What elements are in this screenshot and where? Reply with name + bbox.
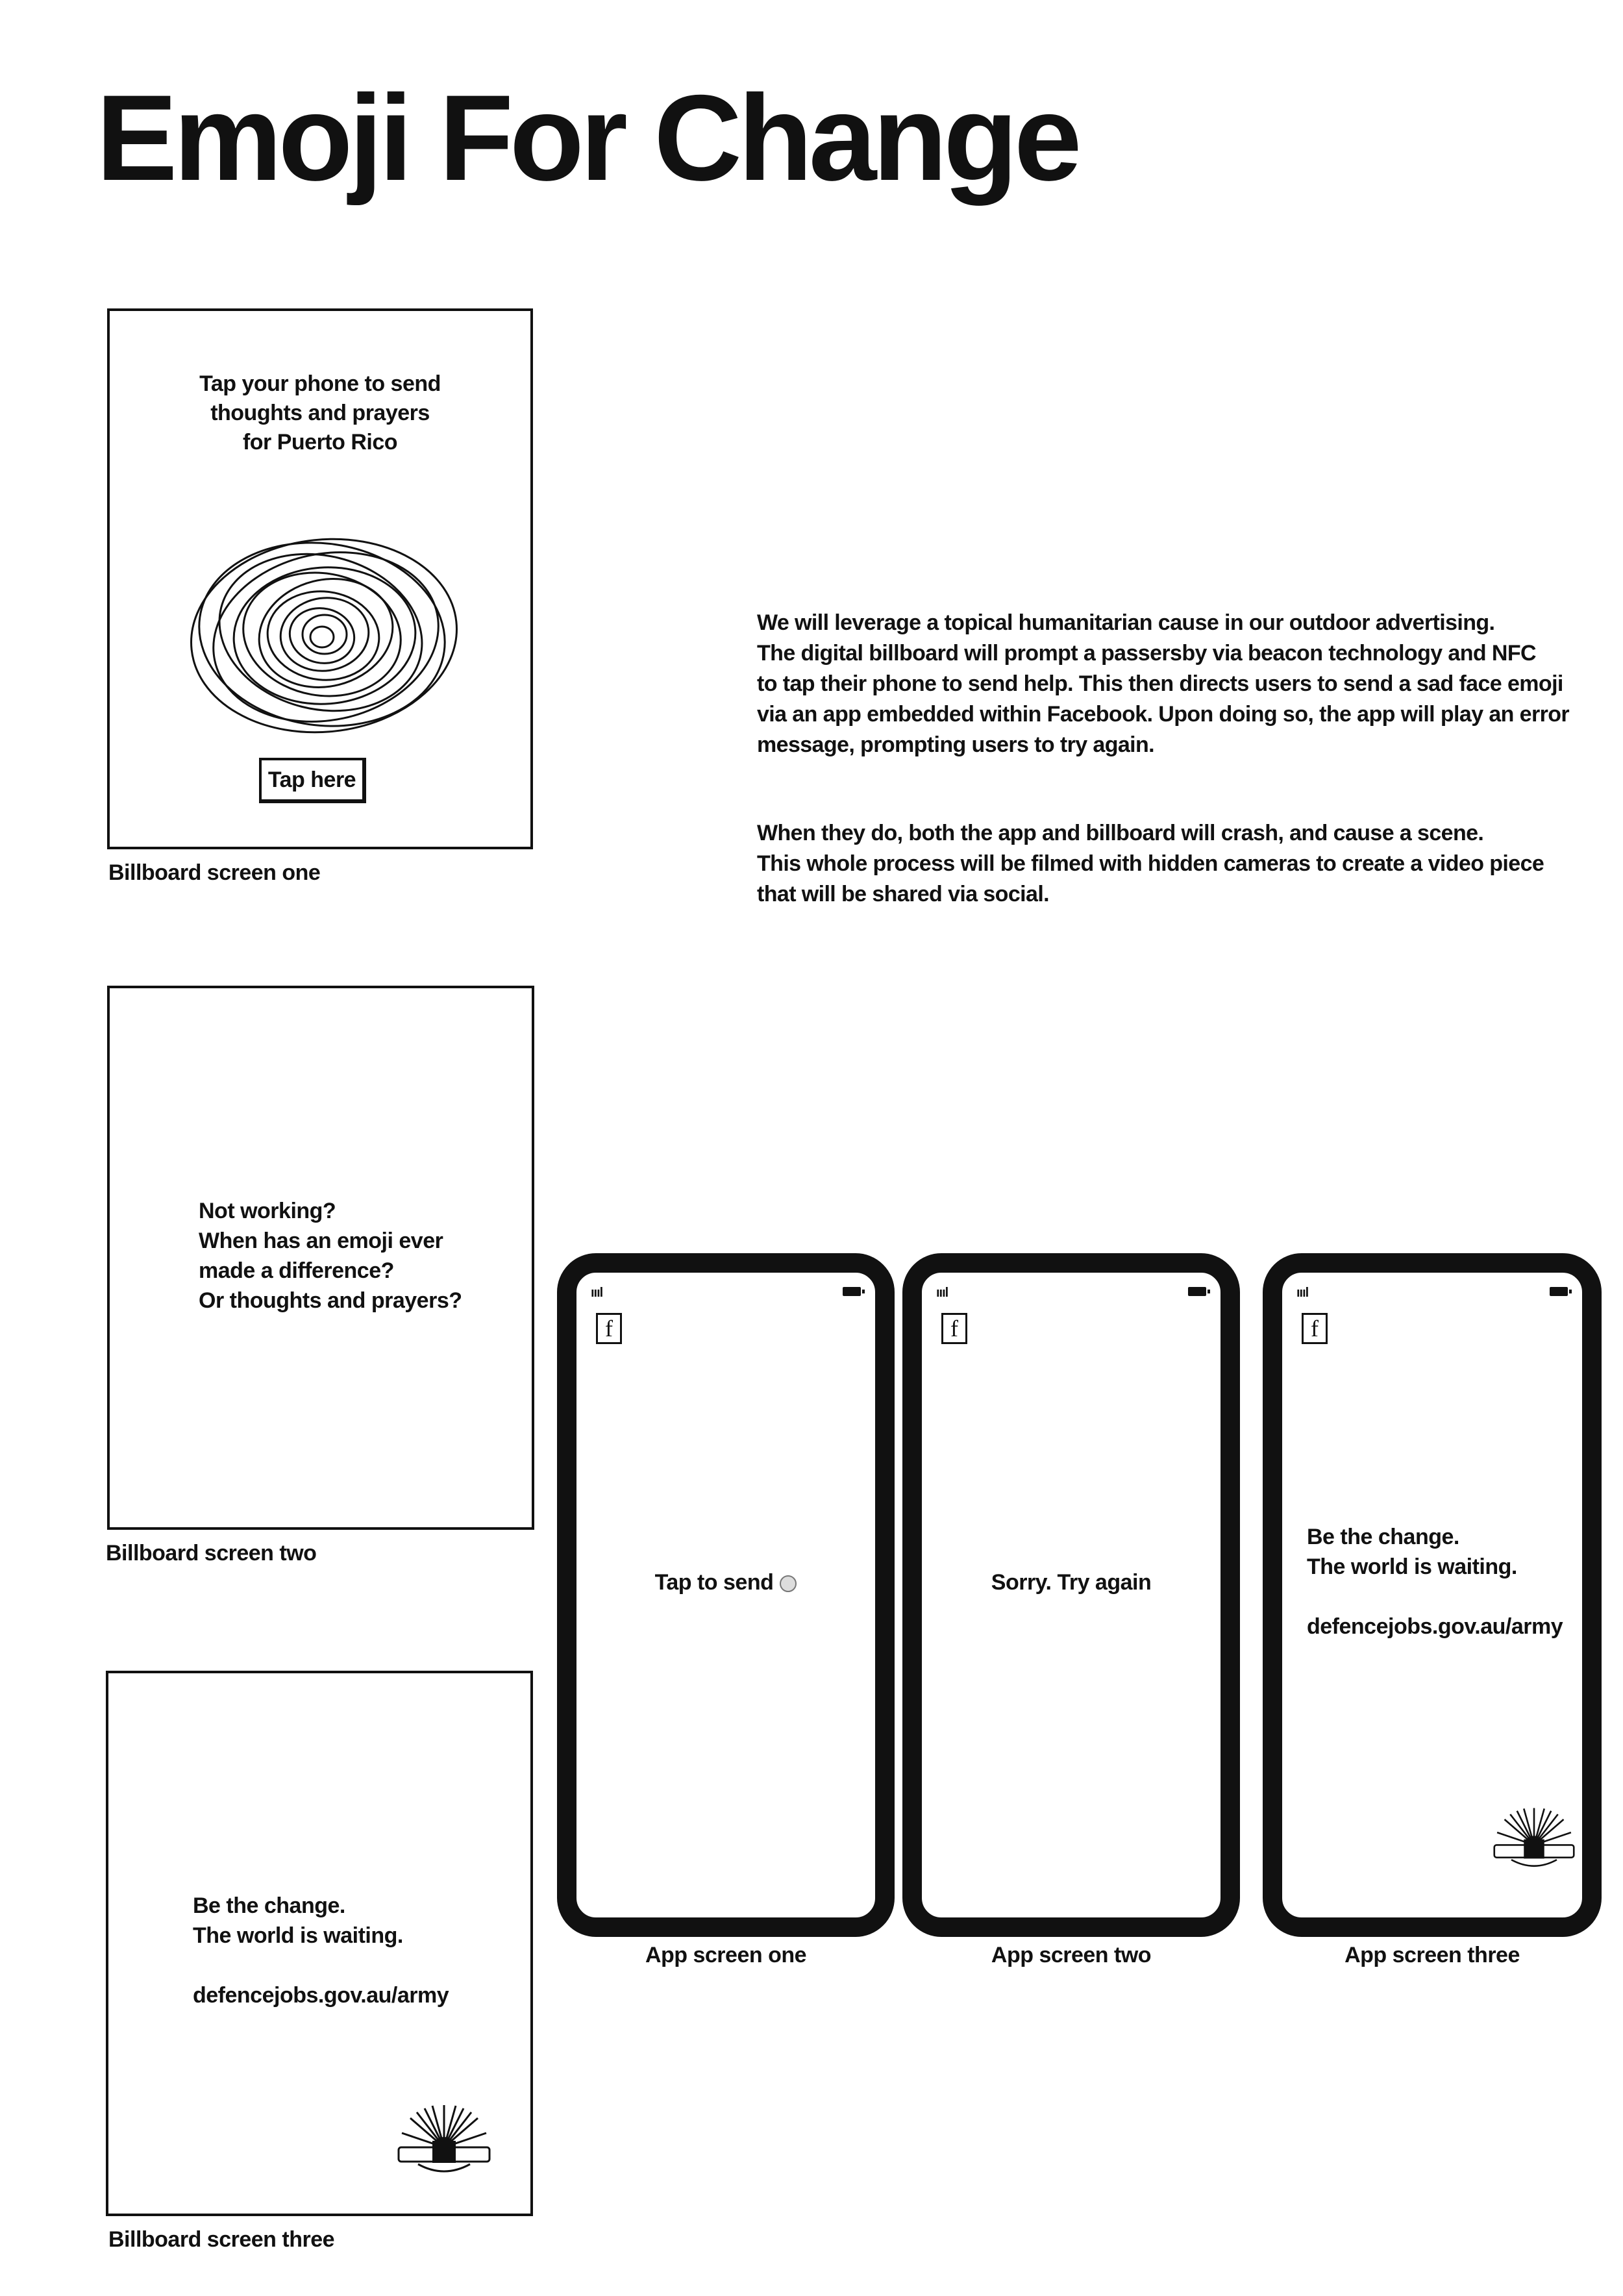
billboard-three-message: Be the change. The world is waiting. defencejobs.gov.au/army <box>193 1891 449 2010</box>
app-three-message: Be the change. The world is waiting. defencejobs.gov.au/army <box>1307 1522 1563 1641</box>
facebook-icon[interactable]: f <box>941 1313 967 1344</box>
tap-to-send-button[interactable]: Tap to send <box>576 1570 875 1595</box>
description-paragraph-two: When they do, both the app and billboard will crash, and cause a scene. This whole process will be filmed with hidden cameras to create a video piece that will be shared via social. <box>757 821 1544 906</box>
billboard-three-caption: Billboard screen three <box>108 2227 335 2252</box>
app-screen-one <box>557 1253 895 1937</box>
army-emblem-icon <box>1489 1805 1580 1879</box>
app-screen-one-caption: App screen one <box>645 1943 807 1967</box>
billboard-two-message: Not working? When has an emoji ever made a difference? Or thoughts and prayers? <box>199 1199 462 1313</box>
billboard-screen-three <box>106 1671 533 2216</box>
signal-icon: ıııl <box>591 1286 603 1300</box>
facebook-icon[interactable]: f <box>1302 1313 1328 1344</box>
battery-icon <box>843 1287 861 1296</box>
tap-here-button[interactable]: Tap here <box>259 758 366 803</box>
app-screen-two-caption: App screen two <box>991 1943 1152 1967</box>
app-screen-three-caption: App screen three <box>1344 1943 1520 1967</box>
app-screen-two <box>902 1253 1240 1937</box>
billboard-screen-two <box>107 986 534 1530</box>
billboard-one-caption: Billboard screen one <box>108 860 321 885</box>
facebook-icon[interactable]: f <box>596 1313 622 1344</box>
sad-face-emoji-icon <box>780 1575 797 1592</box>
page-title: Emoji For Change <box>96 69 1078 206</box>
billboard-one-message: Tap your phone to send thoughts and prayers for Puerto Rico <box>199 371 441 455</box>
battery-icon <box>1188 1287 1206 1296</box>
signal-icon: ıııl <box>1296 1286 1309 1300</box>
fingerprint-scribble-icon <box>178 525 470 746</box>
description-paragraph-one: We will leverage a topical humanitarian cause in our outdoor advertising. The digital billboard will prompt a passersby via beacon technology and NFC to tap their phone to send help. This then directs users to send a sad face emoji via an app embedded within Facebook. Upon doing so, the app will play an error message, prompting users to try again. <box>757 610 1570 757</box>
error-message: Sorry. Try again <box>991 1570 1152 1595</box>
battery-icon <box>1550 1287 1568 1296</box>
app-three-url[interactable]: defencejobs.gov.au/army <box>1307 1614 1563 1639</box>
billboard-two-caption: Billboard screen two <box>106 1541 317 1566</box>
billboard-screen-one <box>107 308 533 849</box>
army-emblem-icon <box>392 2102 496 2186</box>
billboard-three-url: defencejobs.gov.au/army <box>193 1983 449 2008</box>
signal-icon: ıııl <box>936 1286 948 1300</box>
app-screen-three <box>1263 1253 1602 1937</box>
